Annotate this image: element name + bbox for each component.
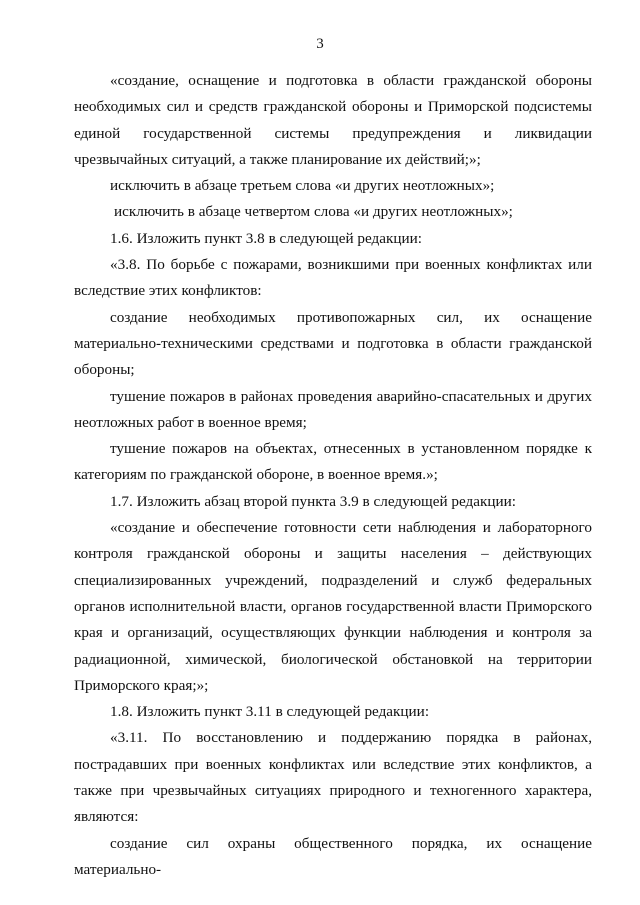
paragraph-firefighting-forces: создание необходимых противопожарных сил, их оснащение материально-техническими средствами и подготовка в области гражданской обороны;: [74, 308, 592, 379]
paragraph-1-7: 1.7. Изложить абзац второй пункта 3.9 в следующей редакции:: [110, 492, 516, 510]
document-body: [74, 68, 592, 883]
paragraph-3-8: «3.8. По борьбе с пожарами, возникшими при военных конфликтах или вследствие этих конфликтов:: [74, 256, 592, 300]
page-number: 3: [316, 36, 324, 52]
paragraph-public-order-forces: создание сил охраны общественного порядка, их оснащение материально-: [74, 834, 592, 878]
paragraph-civil-defense-forces: «создание, оснащение и подготовка в области гражданской обороны необходимых сил и средств гражданской обороны и Приморской подсистемы единой государственной системы предупреждения и ликвидации чрезвычайных ситуаций, а также планирование их действий;»;: [74, 72, 592, 168]
paragraph-1-6: 1.6. Изложить пункт 3.8 в следующей редакции:: [110, 229, 423, 247]
paragraph-3-11: «3.11. По восстановлению и поддержанию порядка в районах, пострадавших при военных конфликтах или вследствие этих конфликтов, а также при чрезвычайных ситуациях природного и техногенного характера, являются:: [74, 729, 592, 826]
paragraph-1-8: 1.8. Изложить пункт 3.11 в следующей редакции:: [110, 703, 430, 721]
paragraph-extinguish-objects: тушение пожаров на объектах, отнесенных в установленном порядке к категориям по гражданской обороне, в военное время.»;: [74, 440, 592, 484]
paragraph-observation-network: «создание и обеспечение готовности сети наблюдения и лабораторного контроля гражданской обороны и защиты населения – действующих специализированных учреждений, подразделений и служб федеральных органов исполнительной власти, органов государственной власти Приморского края и организаций, осуществляющих функции наблюдения и контроля за радиационной, химической, биологической обстановкой на территории Приморского края;»;: [74, 519, 592, 694]
paragraph-exclude-fourth: исключить в абзаце четвертом слова «и других неотложных»;: [114, 203, 513, 221]
paragraph-extinguish-emergency-areas: тушение пожаров в районах проведения аварийно-спасательных и других неотложных работ в военное время;: [74, 387, 592, 431]
paragraph-exclude-third: исключить в абзаце третьем слова «и других неотложных»;: [110, 177, 495, 195]
